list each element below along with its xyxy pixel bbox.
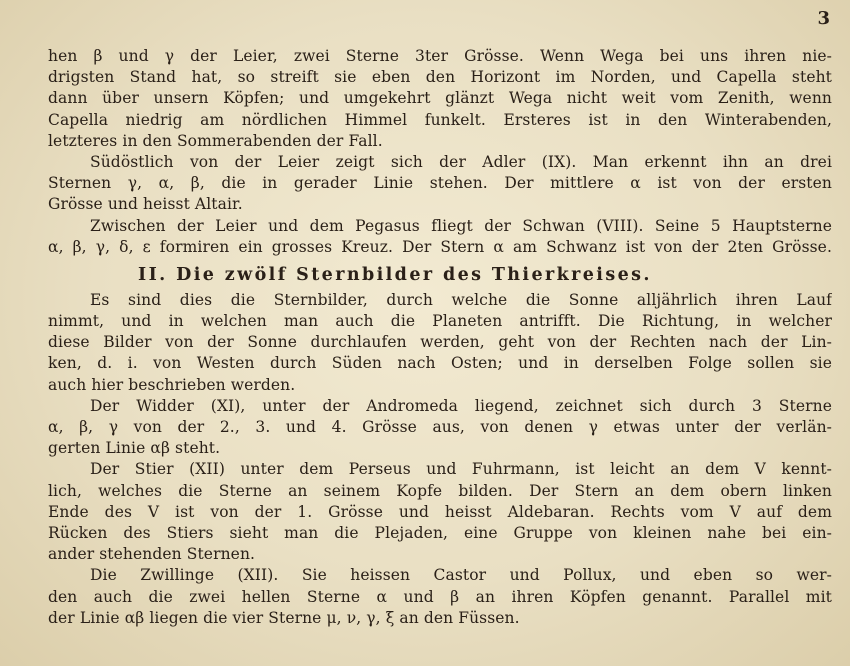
paragraph-zwillinge: [48, 565, 832, 629]
paragraph-adler: [48, 152, 832, 216]
text-line: Die Zwillinge (XII). Sie heissen Castor und Pollux, und eben so wer-: [90, 566, 832, 585]
page-body: [48, 46, 832, 629]
paragraph-leier: [48, 46, 832, 152]
text-line: Sternen γ, α, β, die in gerader Linie stehen. Der mittlere α ist von der ersten: [48, 174, 832, 193]
text-line: ander stehenden Sternen.: [48, 545, 256, 564]
text-line: Zwischen der Leier und dem Pegasus fliegt der Schwan (VIII). Seine 5 Hauptsterne: [90, 216, 832, 235]
text-line: Der Stier (XII) unter dem Perseus und Fuhrmann, ist leicht an dem V kennt-: [90, 460, 832, 479]
paragraph-thierkreis-intro: [48, 290, 832, 396]
section-heading: II. Die zwölf Sternbilder des Thierkreises.: [138, 264, 652, 285]
text-line: lich, welches die Sterne an seinem Kopfe bilden. Der Stern an dem obern linken: [48, 481, 832, 500]
text-line: Der Widder (XI), unter der Andromeda liegend, zeichnet sich durch 3 Sterne: [90, 396, 832, 415]
text-line: Ende des V ist von der 1. Grösse und heisst Aldebaran. Rechts vom V auf dem: [48, 502, 832, 521]
text-line: drigsten Stand hat, so streift sie eben den Horizont im Norden, und Capella steht: [48, 68, 832, 87]
text-line: Rücken des Stiers sieht man die Plejaden, eine Gruppe von kleinen nahe bei ein-: [48, 523, 832, 542]
text-line: gerten Linie αβ steht.: [48, 439, 221, 458]
paragraph-schwan: [48, 216, 832, 258]
text-line: auch hier beschrieben werden.: [48, 375, 296, 394]
text-line: diese Bilder von der Sonne durchlaufen werden, geht von der Rechten nach der Lin-: [48, 333, 832, 352]
text-line: ken, d. i. von Westen durch Süden nach Osten; und in derselben Folge sollen sie: [48, 354, 832, 373]
paragraph-widder: [48, 396, 832, 460]
text-line: hen β und γ der Leier, zwei Sterne 3ter Grösse. Wenn Wega bei uns ihren nie-: [48, 47, 832, 65]
text-line: α, β, γ, δ, ε formiren ein grosses Kreuz. Der Stern α am Schwanz ist von der 2ten Grösse.: [48, 237, 832, 256]
paragraph-stier: [48, 459, 832, 565]
text-line: Es sind dies die Sternbilder, durch welche die Sonne alljährlich ihren Lauf: [90, 290, 832, 309]
text-line: nimmt, und in welchen man auch die Planeten antrifft. Die Richtung, in welcher: [48, 312, 832, 331]
text-line: Südöstlich von der Leier zeigt sich der Adler (IX). Man erkennt ihn an drei: [90, 152, 832, 171]
text-line: Grösse und heisst Altair.: [48, 195, 243, 214]
page-number: 3: [817, 8, 830, 29]
text-line: Capella niedrig am nördlichen Himmel funkelt. Ersteres ist in den Winterabenden,: [48, 110, 832, 129]
text-line: dann über unsern Köpfen; und umgekehrt glänzt Wega nicht weit vom Zenith, wenn: [48, 89, 832, 108]
text-line: letzteres in den Sommerabenden der Fall.: [48, 131, 383, 150]
text-line: den auch die zwei hellen Sterne α und β an ihren Köpfen genannt. Parallel mit: [48, 587, 832, 606]
text-line: der Linie αβ liegen die vier Sterne μ, ν, γ, ξ an den Füssen.: [48, 608, 520, 627]
text-line: α, β, γ von der 2., 3. und 4. Grösse aus, von denen γ etwas unter der verlän-: [48, 418, 832, 436]
